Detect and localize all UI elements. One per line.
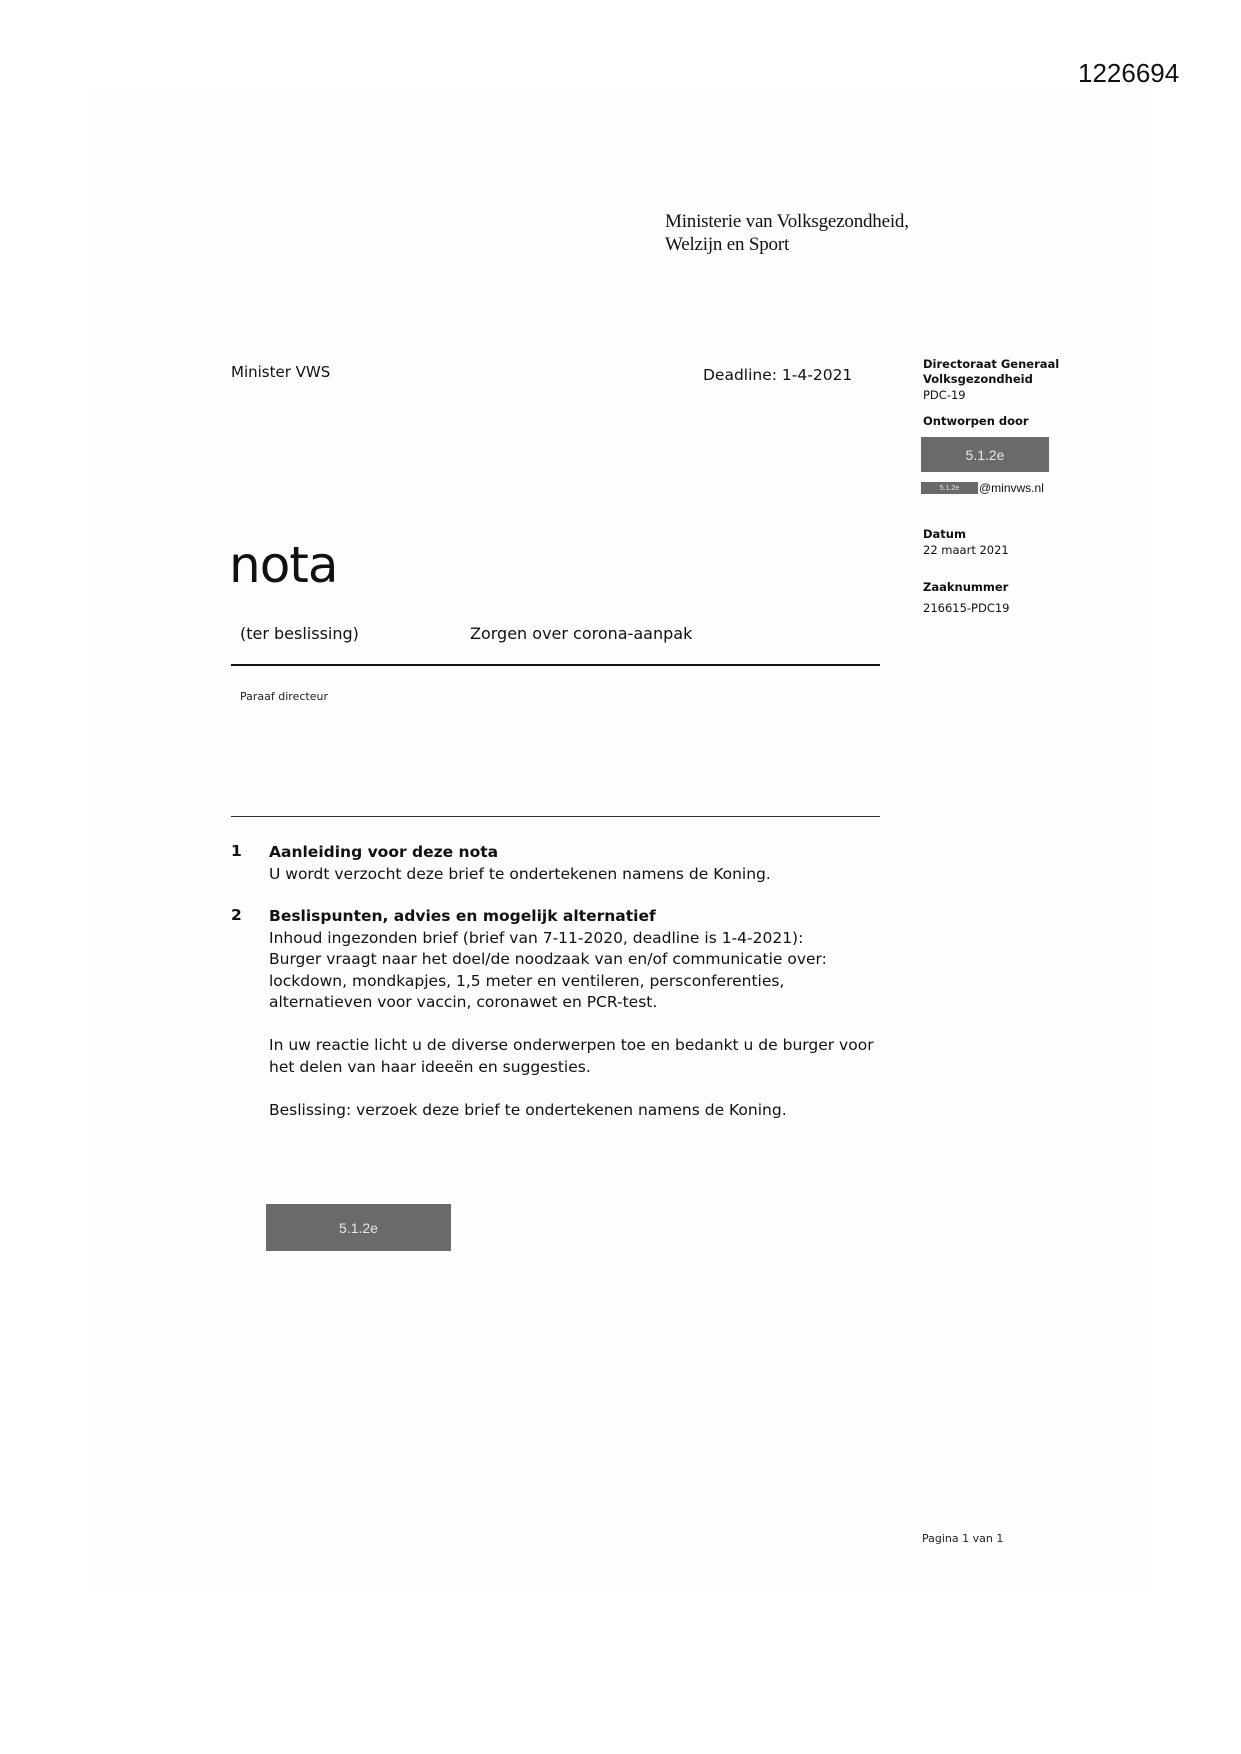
date-label: Datum — [923, 527, 966, 541]
section-title: Beslispunten, advies en mogelijk alternatief — [269, 907, 656, 925]
document-type: (ter beslissing) — [240, 624, 359, 643]
paraaf-divider — [231, 816, 880, 817]
title-divider — [231, 664, 880, 666]
deadline: Deadline: 1-4-2021 — [703, 366, 853, 384]
text-line: U wordt verzocht deze brief te ondertekenen namens de Koning. — [269, 864, 771, 883]
paragraph — [269, 864, 909, 886]
section-title: Aanleiding voor deze nota — [269, 843, 499, 861]
document-title: nota — [229, 536, 338, 594]
text-line: lockdown, mondkapjes, 1,5 meter en ventileren, persconferenties, — [269, 971, 785, 990]
text-line: alternatieven voor vaccin, coronawet en PCR-test. — [269, 993, 658, 1011]
document-subject: Zorgen over corona-aanpak — [470, 624, 693, 643]
scanned-page — [88, 88, 1152, 1590]
paragraph — [269, 1100, 909, 1122]
paragraph — [269, 928, 909, 1014]
addressee: Minister VWS — [231, 363, 331, 381]
section-body — [269, 842, 909, 885]
department-line-2: Volksgezondheid — [923, 372, 1033, 386]
section-number: 1 — [231, 842, 242, 860]
ministry-letterhead — [665, 210, 909, 256]
text-line: In uw reactie licht u de diverse onderwerpen toe en bedankt u de burger voor — [269, 1036, 874, 1054]
case-number-value: 216615-PDC19 — [923, 601, 1010, 615]
letterhead-line-2: Welzijn en Sport — [665, 234, 790, 255]
author-redaction: 5.1.2e — [921, 437, 1049, 472]
signature-redaction: 5.1.2e — [266, 1204, 451, 1251]
email-domain: @minvws.nl — [979, 481, 1044, 495]
paraaf-label: Paraaf directeur — [240, 690, 328, 703]
document-id: 1226694 — [1078, 58, 1180, 88]
email-redaction: 5.1.2e — [921, 482, 978, 494]
text-line: het delen van haar ideeën en suggesties. — [269, 1057, 591, 1076]
text-line: Burger vraagt naar het doel/de noodzaak van en/of communicatie over: — [269, 950, 827, 968]
section-body — [269, 906, 909, 1121]
text-line: Inhoud ingezonden brief (brief van 7-11-2020, deadline is 1-4-2021): — [269, 928, 804, 947]
date-value: 22 maart 2021 — [923, 543, 1009, 557]
letterhead-line-1: Ministerie van Volksgezondheid, — [665, 211, 909, 232]
unit: PDC-19 — [923, 388, 966, 402]
page-number: Pagina 1 van 1 — [922, 1532, 1004, 1545]
designed-by-label: Ontworpen door — [923, 414, 1029, 428]
paragraph — [269, 1035, 909, 1078]
section-number: 2 — [231, 906, 242, 924]
department-line-1: Directoraat Generaal — [923, 357, 1060, 371]
case-number-label: Zaaknummer — [923, 580, 1009, 594]
text-line: Beslissing: verzoek deze brief te ondertekenen namens de Koning. — [269, 1100, 787, 1119]
